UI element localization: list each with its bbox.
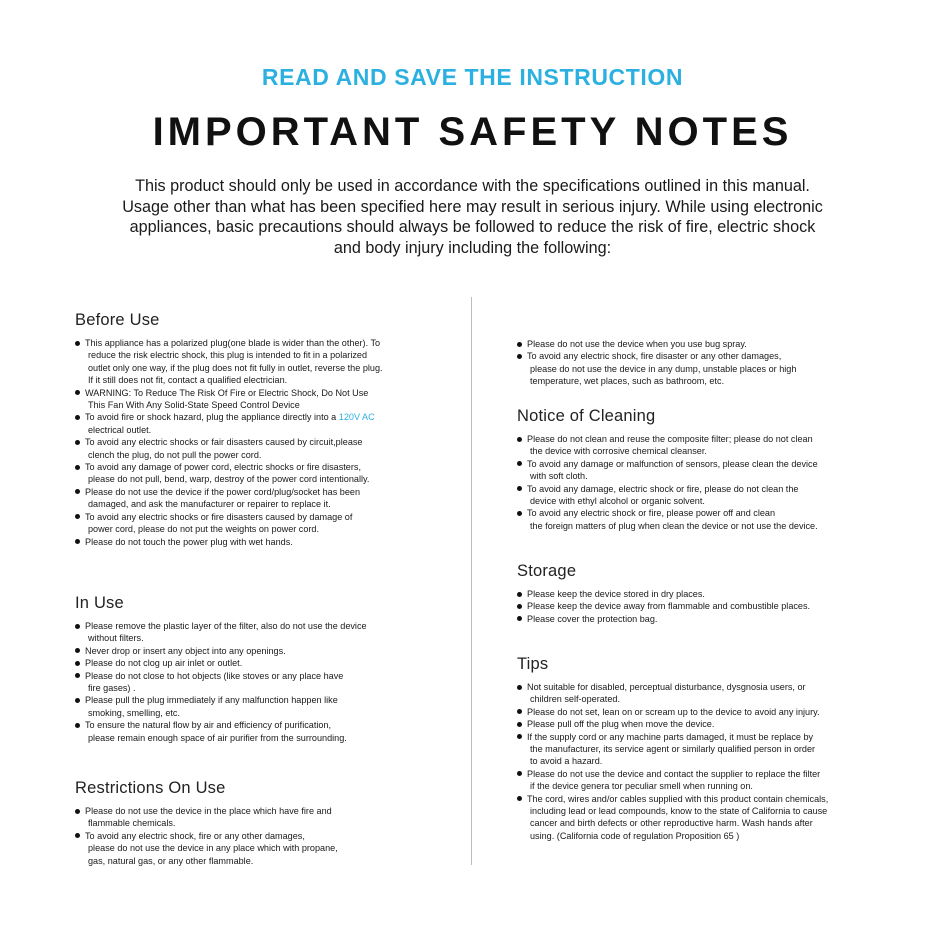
list-item-text bbox=[85, 536, 460, 548]
section-heading: Storage bbox=[517, 562, 577, 580]
list-item-line: please do not use the device in any dump, unstable places or high bbox=[530, 363, 797, 374]
intro-line: Usage other than what has been specified here may result in serious injury. While using electronic bbox=[122, 197, 823, 216]
list-item bbox=[75, 620, 460, 645]
list-item-line: WARNING: To Reduce The Risk Of Fire or Electric Shock, Do Not Use bbox=[85, 387, 369, 398]
list-item-line: Never drop or insert any object into any openings. bbox=[85, 645, 286, 656]
list-item-line: the manufacturer, its service agent or similarly qualified person in order bbox=[530, 744, 816, 755]
list-item bbox=[75, 719, 460, 744]
list-item-text bbox=[85, 682, 460, 694]
bullet-list bbox=[517, 681, 897, 842]
list-item bbox=[75, 337, 460, 387]
list-item-line: To ensure the natural flow by air and efficiency of purification, bbox=[85, 720, 332, 731]
list-item-text bbox=[527, 613, 897, 625]
intro-paragraph bbox=[55, 176, 890, 258]
list-item bbox=[75, 805, 460, 830]
subtitle: READ AND SAVE THE INSTRUCTION bbox=[261, 64, 684, 90]
list-item bbox=[75, 657, 460, 669]
page-title: IMPORTANT SAFETY NOTES bbox=[152, 110, 793, 154]
list-item-line: outlet only one way, if the plug does not fit fully in outlet, reverse the plug. bbox=[88, 362, 383, 373]
list-item-text bbox=[527, 830, 897, 842]
list-item bbox=[75, 411, 460, 436]
section-tips bbox=[517, 655, 897, 842]
section-before-use bbox=[75, 311, 460, 548]
list-item bbox=[517, 350, 897, 387]
list-item-text bbox=[527, 780, 897, 792]
list-item bbox=[517, 507, 897, 532]
list-item-line: to avoid a hazard. bbox=[530, 756, 603, 767]
list-item bbox=[517, 483, 897, 508]
list-item-line: Please do not touch the power plug with wet hands. bbox=[85, 536, 293, 547]
list-item-text bbox=[527, 817, 897, 829]
list-item-text bbox=[527, 600, 897, 612]
section-in-use bbox=[75, 594, 460, 744]
list-item bbox=[75, 486, 460, 511]
list-item-text bbox=[527, 470, 897, 482]
column-divider bbox=[471, 297, 472, 865]
list-item-line: without filters. bbox=[88, 633, 144, 644]
list-item-text bbox=[85, 337, 460, 349]
list-item-text bbox=[85, 817, 460, 829]
list-item-text bbox=[527, 375, 897, 387]
list-item-text bbox=[527, 483, 897, 495]
list-item-line: Please do not set, lean on or scream up to the device to avoid any injury. bbox=[527, 706, 820, 717]
list-item bbox=[517, 793, 897, 843]
list-item-line: please do not pull, bend, warp, destroy of the power cord intentionally. bbox=[88, 474, 370, 485]
list-item-line: Please do not clean and reuse the composite filter; please do not clean bbox=[527, 434, 813, 444]
list-item-text bbox=[527, 718, 897, 730]
list-item-line: Please pull the plug immediately if any malfunction happen like bbox=[85, 695, 338, 706]
list-item bbox=[517, 338, 897, 350]
list-item-line: To avoid any damage or malfunction of sensors, please clean the device bbox=[527, 458, 818, 469]
list-item-line: Please cover the protection bag. bbox=[527, 613, 658, 624]
section-notice-of-cleaning bbox=[517, 407, 897, 532]
list-item bbox=[517, 681, 897, 706]
list-item-text bbox=[85, 632, 460, 644]
list-item-line: Please do not use the device when you use bug spray. bbox=[527, 339, 747, 349]
section-heading: In Use bbox=[75, 594, 124, 612]
section-storage bbox=[517, 562, 897, 625]
list-item bbox=[517, 458, 897, 483]
list-item-text bbox=[85, 645, 460, 657]
list-item-text bbox=[85, 349, 460, 361]
list-item-text bbox=[85, 670, 460, 682]
list-item bbox=[517, 731, 897, 768]
bullet-list bbox=[75, 620, 460, 744]
list-item bbox=[75, 461, 460, 486]
list-item bbox=[75, 387, 460, 412]
section-heading: Tips bbox=[517, 655, 549, 673]
list-item-text bbox=[85, 362, 460, 374]
list-item bbox=[517, 706, 897, 718]
voltage-highlight: 120V AC bbox=[338, 412, 375, 423]
list-item-text bbox=[527, 495, 897, 507]
list-item-line: flammable chemicals. bbox=[88, 818, 176, 829]
list-item-text bbox=[527, 706, 897, 718]
list-item-line: The cord, wires and/or cables supplied with this product contain chemicals, bbox=[527, 793, 829, 804]
list-item-text bbox=[85, 657, 460, 669]
list-item-text bbox=[85, 374, 460, 386]
intro-line: and body injury including the following: bbox=[333, 238, 612, 257]
list-item-line: This appliance has a polarized plug(one blade is wider than the other). To bbox=[85, 338, 381, 348]
list-item bbox=[75, 645, 460, 657]
bullet-list bbox=[517, 588, 897, 625]
list-item bbox=[75, 670, 460, 695]
list-item-line: Please do not use the device in the place which have fire and bbox=[85, 806, 332, 816]
list-item-line: the device with corrosive chemical cleanser. bbox=[530, 446, 707, 457]
list-item-text bbox=[527, 768, 897, 780]
list-item-line: Please do not clog up air inlet or outlet. bbox=[85, 658, 243, 669]
section-heading: Notice of Cleaning bbox=[517, 407, 656, 425]
list-item-text bbox=[85, 436, 460, 448]
list-item-text bbox=[85, 719, 460, 731]
list-item-line: Please keep the device away from flammable and combustible places. bbox=[527, 601, 811, 612]
list-item-line: cancer and birth defects or other reproductive harm. Wash hands after bbox=[530, 818, 813, 829]
list-item-line: If the supply cord or any machine parts damaged, it must be replace by bbox=[527, 731, 814, 742]
list-item-text bbox=[85, 449, 460, 461]
list-item-line: please do not use the device in any place which with propane, bbox=[88, 843, 338, 854]
list-item-line: smoking, smelling, etc. bbox=[88, 707, 180, 718]
list-item-line: Please do not use the device and contact the supplier to replace the filter bbox=[527, 768, 821, 779]
list-item-text bbox=[527, 520, 897, 532]
list-item-text bbox=[85, 855, 460, 867]
list-item-text bbox=[527, 588, 897, 600]
list-item-text bbox=[527, 755, 897, 767]
list-item-line: Please remove the plastic layer of the filter, also do not use the device bbox=[85, 621, 367, 631]
list-item bbox=[517, 768, 897, 793]
list-item-text bbox=[85, 523, 460, 535]
list-item-text bbox=[527, 445, 897, 457]
list-item-text bbox=[85, 511, 460, 523]
list-item-line: To avoid any damage of power cord, electric shocks or fire disasters, bbox=[85, 462, 361, 473]
list-item-line: To avoid fire or shock hazard, plug the appliance directly into a bbox=[85, 412, 339, 423]
list-item-line: fire gases) . bbox=[88, 683, 136, 694]
list-item-line: If it still does not fit, contact a qualified electrician. bbox=[88, 375, 288, 386]
list-item-text bbox=[527, 350, 897, 362]
list-item-line: To avoid any electric shocks or fire disasters caused by damage of bbox=[85, 511, 353, 522]
list-item-line: electrical outlet. bbox=[88, 424, 152, 435]
list-item-text bbox=[527, 731, 897, 743]
list-item-line: device with ethyl alcohol or organic solvent. bbox=[530, 496, 705, 507]
list-item bbox=[75, 436, 460, 461]
section-heading: Before Use bbox=[75, 311, 160, 329]
intro-line: This product should only be used in accordance with the specifications outlined in this manual. bbox=[135, 177, 810, 195]
list-item-line: temperature, wet places, such as bathroom, etc. bbox=[530, 376, 725, 387]
list-item-text bbox=[527, 507, 897, 519]
list-item bbox=[517, 718, 897, 730]
list-item-text bbox=[527, 338, 897, 350]
list-item-text bbox=[85, 387, 460, 399]
list-item-text bbox=[85, 473, 460, 485]
list-item-line: please remain enough space of air purifier from the surrounding. bbox=[88, 732, 347, 743]
list-item-line: To avoid any electric shock or fire, please power off and clean bbox=[527, 508, 776, 519]
list-item-text bbox=[527, 681, 897, 693]
list-item-text bbox=[85, 461, 460, 473]
list-item-text bbox=[85, 805, 460, 817]
list-item-text bbox=[527, 693, 897, 705]
list-item-text bbox=[85, 830, 460, 842]
list-item-line: the foreign matters of plug when clean the device or not use the device. bbox=[530, 520, 818, 531]
list-item-line: gas, natural gas, or any other flammable. bbox=[88, 855, 254, 866]
list-item bbox=[75, 511, 460, 536]
list-item-line: clench the plug, do not pull the power cord. bbox=[88, 449, 262, 460]
list-item-line: reduce the risk electric shock, this plug is intended to fit in a polarized bbox=[88, 350, 368, 361]
list-item bbox=[75, 536, 460, 548]
list-item-line: To avoid any electric shock, fire or any other damages, bbox=[85, 830, 305, 841]
intro-line: appliances, basic precautions should always be followed to reduce the risk of fire, electric shock bbox=[129, 218, 816, 236]
list-item bbox=[517, 433, 897, 458]
bullet-list bbox=[517, 338, 897, 388]
list-item-text bbox=[85, 411, 460, 423]
list-item-line: Please pull off the plug when move the device. bbox=[527, 719, 715, 730]
list-item-text bbox=[527, 793, 897, 805]
list-item-line: This Fan With Any Solid-State Speed Control Device bbox=[88, 400, 300, 411]
section-heading: Restrictions On Use bbox=[75, 779, 226, 797]
list-item bbox=[75, 694, 460, 719]
list-item bbox=[517, 613, 897, 625]
list-item-line: Please do not close to hot objects (like stoves or any place have bbox=[85, 670, 344, 681]
list-item-line: with soft cloth. bbox=[530, 471, 588, 482]
list-item-text bbox=[85, 486, 460, 498]
section-restrictions-on-use bbox=[75, 779, 460, 867]
bullet-list bbox=[75, 337, 460, 548]
list-item-line: To avoid any damage, electric shock or fire, please do not clean the bbox=[527, 483, 799, 494]
list-item-line: Not suitable for disabled, perceptual disturbance, dysgnosia users, or bbox=[527, 682, 806, 692]
list-item-text bbox=[85, 424, 460, 436]
bullet-list bbox=[75, 805, 460, 867]
list-item-line: children self-operated. bbox=[530, 694, 620, 705]
list-item-line: including lead or lead compounds, know to the state of California to cause bbox=[530, 806, 828, 817]
list-item-line: power cord, please do not put the weights on power cord. bbox=[88, 524, 320, 535]
list-item-line: To avoid any electric shock, fire disaster or any other damages, bbox=[527, 351, 782, 362]
list-item bbox=[517, 600, 897, 612]
list-item-line: if the device genera tor peculiar smell when running on. bbox=[530, 781, 753, 792]
list-item bbox=[75, 830, 460, 867]
list-item-line: Please do not use the device if the power cord/plug/socket has been bbox=[85, 486, 361, 497]
list-item-line: using. (California code of regulation Proposition 65 ) bbox=[530, 830, 740, 841]
list-item-text bbox=[527, 743, 897, 755]
list-item-text bbox=[527, 363, 897, 375]
list-item-line: Please keep the device stored in dry places. bbox=[527, 589, 705, 599]
list-item-text bbox=[527, 805, 897, 817]
section-continued-restrictions bbox=[517, 338, 897, 388]
list-item-text bbox=[527, 433, 897, 445]
list-item-line: To avoid any electric shocks or fair disasters caused by circuit,please bbox=[85, 437, 363, 448]
list-item-text bbox=[527, 458, 897, 470]
list-item-line: damaged, and ask the manufacturer or repairer to replace it. bbox=[88, 499, 331, 510]
list-item-text bbox=[85, 694, 460, 706]
list-item-text bbox=[85, 620, 460, 632]
bullet-list bbox=[517, 433, 897, 532]
list-item-text bbox=[85, 707, 460, 719]
list-item-text bbox=[85, 498, 460, 510]
list-item bbox=[517, 588, 897, 600]
list-item-text bbox=[85, 399, 460, 411]
list-item-text bbox=[85, 732, 460, 744]
list-item-text bbox=[85, 842, 460, 854]
